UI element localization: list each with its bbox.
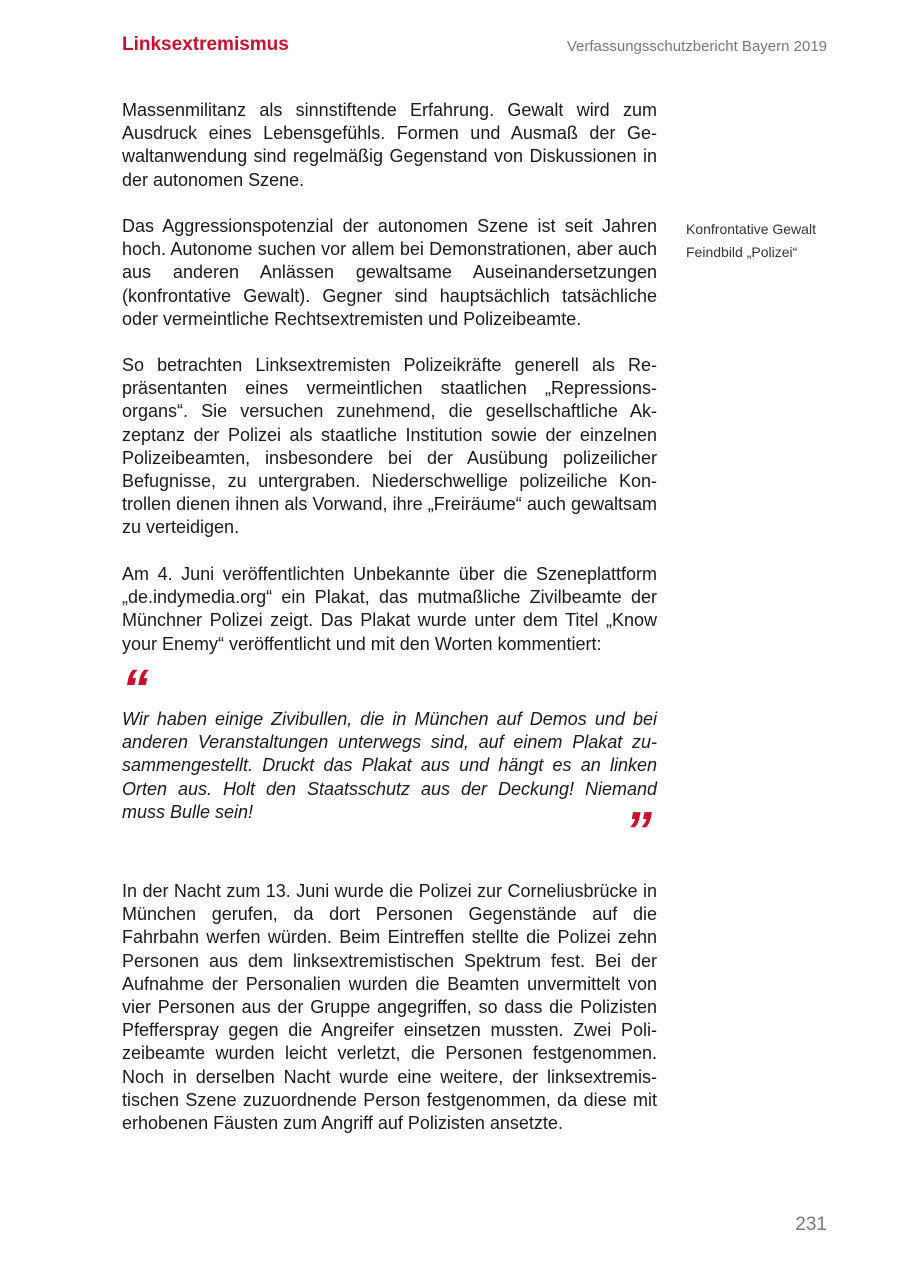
margin-notes [686, 218, 846, 264]
paragraph: Das Aggressionspotenzial der autonomen Szene ist seit Jahren hoch. Autonome suchen vor allem bei Demonstrationen, aber auch aus anderen Anlässen gewaltsame Auseinandersetzungen (konfrontative Gewalt). Gegner sind hauptsächlich tatsächliche oder vermeintliche Rechtsextremisten und Polizeibeamte. [122, 216, 657, 329]
paragraph: Am 4. Juni veröffentlichten Unbekannte über die Szeneplattform „de.indymedia.org“ ein Plakat, das mutmaßliche Zivilbeamte der Münchner Polizei zeigt. Das Plakat wurde unter dem Titel „Know your Enemy“ veröffentlicht und mit den Worten kommentiert: [122, 564, 657, 654]
margin-note: Feindbild „Polizei“ [686, 244, 798, 260]
quote-open-mark: “ [122, 659, 149, 719]
blockquote-text: Wir haben einige Zivibullen, die in München auf Demos und bei anderen Veranstaltungen unterwegs sind, auf einem Plakat zusammengestellt. Druckt das Plakat aus und hängt es an linken Orten aus. Holt den Staatsschutz aus der Deckung! Niemand muss Bulle sein! [122, 709, 657, 822]
report-title: Verfassungsschutzbericht Bayern 2019 [566, 38, 827, 55]
quote-close-mark: ” [625, 801, 652, 861]
margin-note: Konfrontative Gewalt [686, 221, 816, 237]
paragraph: So betrachten Linksextremisten Polizeikräfte generell als Repräsentanten eines vermeintlichen staatlichen „Repressionsorgans“. Sie versuchen zunehmend, die gesellschaftliche Akzeptanz der Polizei als staatliche Institution sowie der einzelnen Polizeibeamten, insbesondere bei der Ausübung polizeilicher Befugnisse, zu untergraben. Niederschwellige polizeiliche Kontrollen dienen ihnen als Vorwand, ihre „Freiräume“ auch gewaltsam zu verteidigen. [122, 355, 657, 538]
paragraph: In der Nacht zum 13. Juni wurde die Polizei zur Corneliusbrücke in München gerufen, da dort Personen Gegenstände auf die Fahrbahn werfen würden. Beim Eintreffen stellte die Polizei zehn Personen aus dem linksextremistischen Spektrum fest. Bei der Aufnahme der Personalien wurden die Beamten unvermittelt von vier Personen aus der Gruppe angegriffen, so dass die Polizisten Pfefferspray gegen die Angreifer einsetzen mussten. Zwei Polizeibeamte wurden leicht verletzt, die Personen festgenommen. Noch in derselben Nacht wurde eine weitere, der linksextremistischen Szene zuzuordnende Person festgenommen, da diese mit erhobenen Fäusten zum Angriff auf Polizisten ansetzte. [122, 881, 657, 1134]
section-title: Linksextremismus [122, 34, 289, 55]
page-number: 231 [795, 1214, 827, 1235]
paragraph: Massenmilitanz als sinnstiftende Erfahrung. Gewalt wird zum Ausdruck eines Lebensgefühls. Formen und Ausmaß der Gewaltanwendung sind regelmäßig Gegenstand von Diskussionen in der autonomen Szene. [122, 100, 657, 190]
